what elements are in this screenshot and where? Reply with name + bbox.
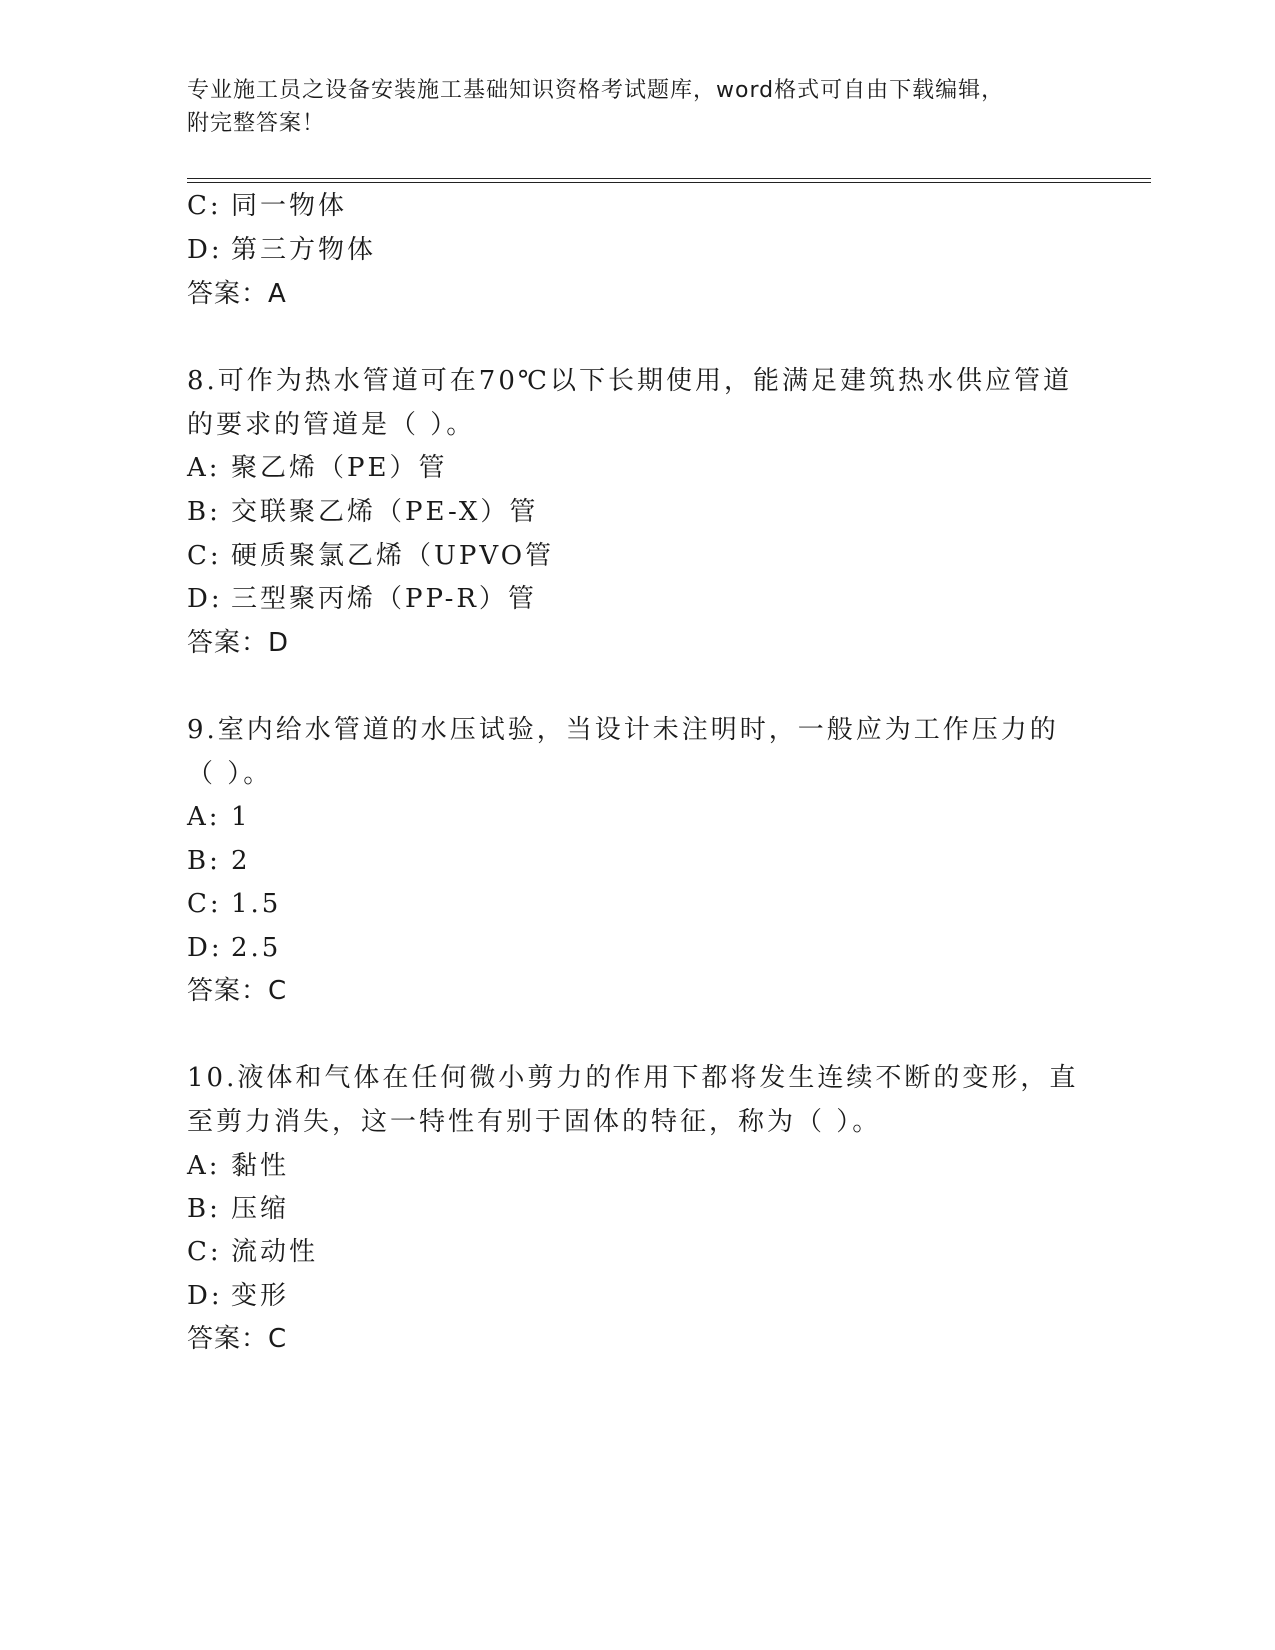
option-text: 2.5: [231, 933, 282, 963]
option-text: 同一物体: [231, 191, 348, 221]
option-key: C:: [187, 541, 222, 571]
option-key: B:: [187, 1194, 221, 1224]
option-c: [187, 189, 347, 223]
question-9-stem-line-2: （ ）。: [187, 759, 273, 789]
question-10-option-d: [187, 1279, 289, 1313]
option-text: 黏性: [231, 1151, 290, 1181]
header-divider-bottom: [187, 182, 1151, 183]
option-key: D:: [187, 235, 223, 265]
question-8-stem-line-2: 的要求的管道是（ ）。: [187, 410, 476, 440]
option-text: 1: [231, 802, 251, 832]
option-text: 硬质聚氯乙烯（UPVO管: [231, 541, 555, 571]
option-key: C:: [187, 889, 222, 919]
option-key: B:: [187, 846, 221, 876]
question-9-answer: 答案：C: [187, 976, 288, 1006]
option-text: 2: [231, 846, 251, 876]
question-9-stem-line-1: 9.室内给水管道的水压试验，当设计未注明时，一般应为工作压力的: [187, 715, 1059, 745]
option-text: 聚乙烯（PE）管: [231, 453, 448, 483]
question-10-stem-line-2: 至剪力消失，这一特性有别于固体的特征，称为（ ）。: [187, 1107, 882, 1137]
option-key: C:: [187, 1237, 222, 1267]
question-8-option-c: [187, 539, 554, 573]
question-9-option-d: [187, 931, 281, 965]
question-10-answer: 答案：C: [187, 1324, 288, 1354]
option-text: 流动性: [231, 1237, 319, 1267]
document-header: [187, 74, 1087, 140]
option-key: D:: [187, 933, 223, 963]
answer-line: 答案：A: [187, 279, 287, 309]
header-line-1: 专业施工员之设备安装施工基础知识资格考试题库，word格式可自由下载编辑，: [187, 78, 1005, 103]
question-8-stem-line-1: 8.可作为热水管道可在70℃以下长期使用，能满足建筑热水供应管道: [187, 366, 1072, 396]
option-key: C:: [187, 191, 222, 221]
option-key: D:: [187, 1281, 223, 1311]
option-text: 三型聚丙烯（PP-R）管: [231, 584, 537, 614]
question-8-option-d: [187, 582, 537, 616]
question-9-option-c: [187, 887, 281, 921]
option-d: [187, 233, 376, 267]
question-10-option-b: [187, 1192, 289, 1226]
question-10-option-a: [187, 1149, 289, 1183]
question-9-option-a: [187, 800, 251, 834]
option-key: A:: [187, 453, 221, 483]
question-8-option-b: [187, 495, 538, 529]
question-10-stem-line-1: 10.液体和气体在任何微小剪力的作用下都将发生连续不断的变形，直: [187, 1063, 1079, 1093]
option-key: A:: [187, 1151, 221, 1181]
option-text: 压缩: [231, 1194, 290, 1224]
option-key: B:: [187, 497, 221, 527]
option-text: 第三方物体: [231, 235, 377, 265]
option-key: A:: [187, 802, 221, 832]
question-10-option-c: [187, 1235, 318, 1269]
header-line-2: 附完整答案！: [187, 111, 326, 136]
header-divider-top: [187, 178, 1151, 179]
option-text: 变形: [231, 1281, 290, 1311]
option-key: D:: [187, 584, 223, 614]
option-text: 交联聚乙烯（PE-X）管: [231, 497, 539, 527]
question-8-answer: 答案：D: [187, 628, 290, 658]
option-text: 1.5: [231, 889, 282, 919]
question-8-option-a: [187, 451, 447, 485]
question-9-option-b: [187, 844, 251, 878]
